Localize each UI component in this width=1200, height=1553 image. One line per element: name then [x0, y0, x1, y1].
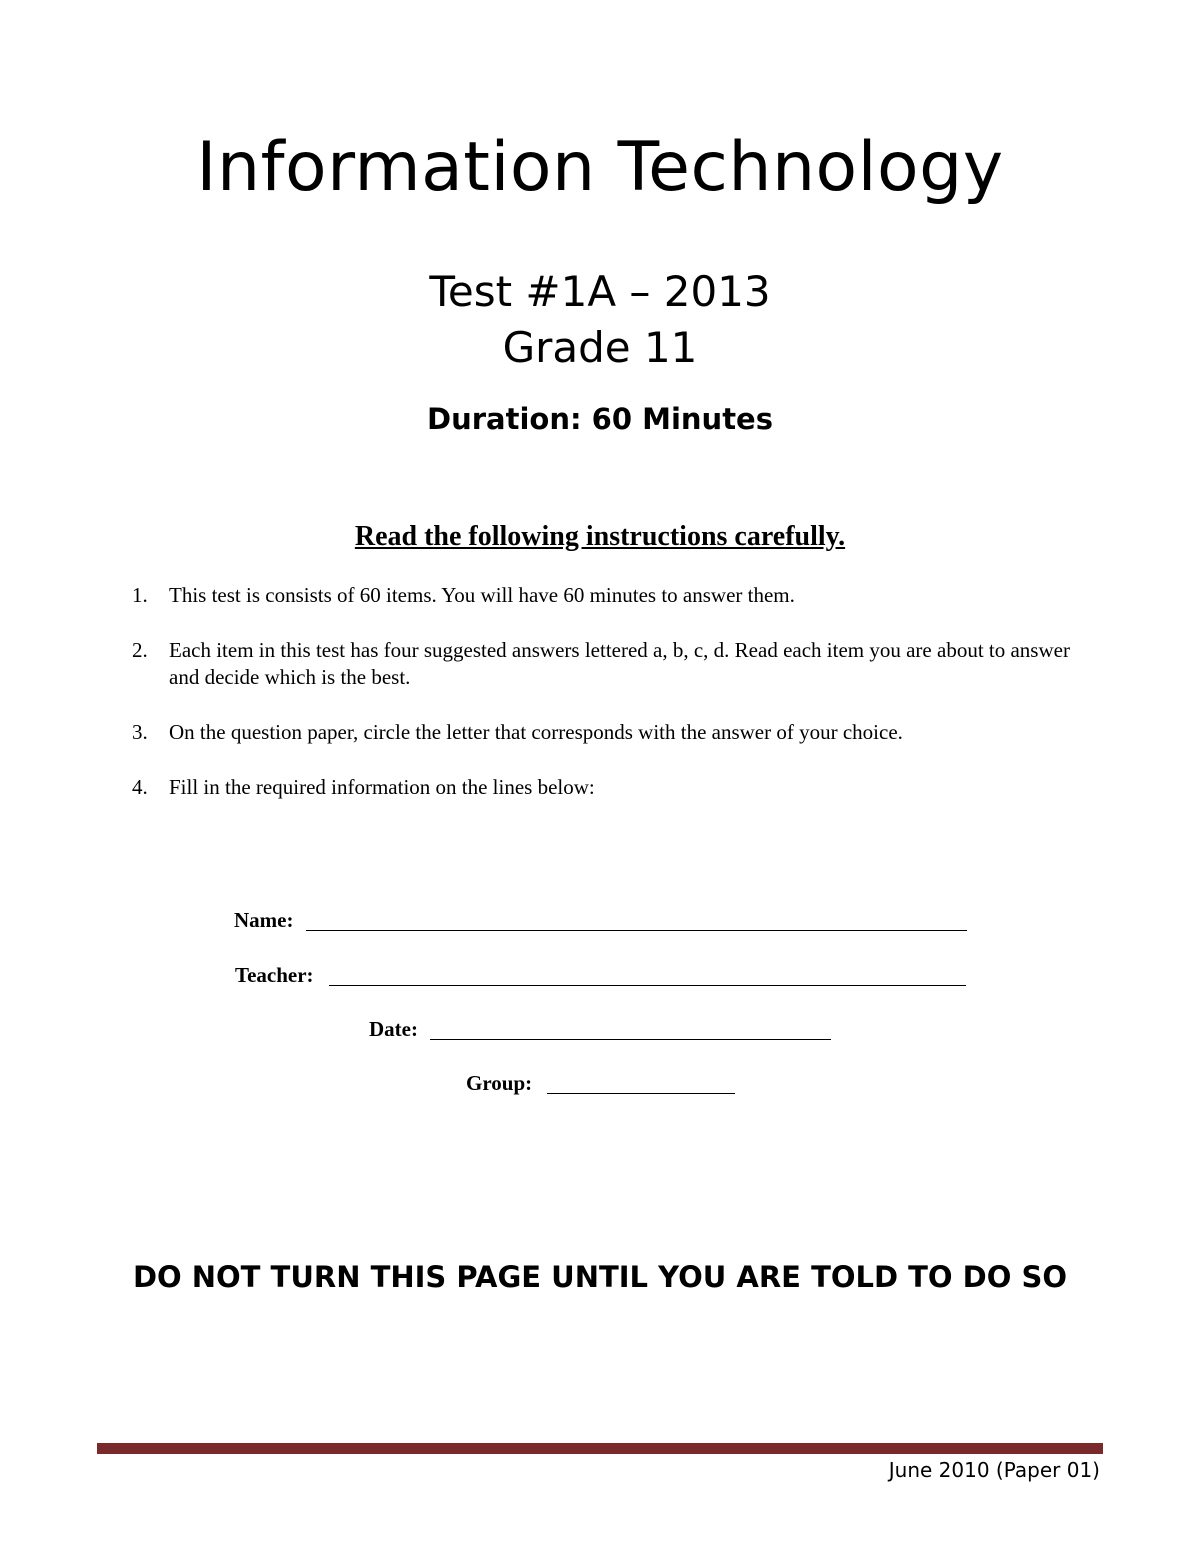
instruction-text: On the question paper, circle the letter that corresponds with the answer of your choice.	[169, 720, 903, 744]
instruction-number: 4.	[132, 775, 148, 799]
instruction-number: 1.	[132, 583, 148, 607]
date-field	[369, 1016, 418, 1042]
instructions-heading: Read the following instructions carefully.	[354, 521, 846, 552]
footer-divider	[97, 1443, 1103, 1454]
group-field	[466, 1070, 532, 1096]
footer-date: June 2010 (Paper 01)	[888, 1458, 1100, 1482]
date-input-line[interactable]	[430, 1039, 831, 1040]
instruction-number: 2.	[132, 638, 148, 662]
instruction-item	[132, 582, 1102, 609]
name-input-line[interactable]	[306, 930, 967, 931]
teacher-label: Teacher:	[235, 963, 314, 987]
instruction-item	[132, 637, 1102, 691]
group-label: Group:	[466, 1071, 533, 1095]
group-input-line[interactable]	[547, 1093, 735, 1094]
instruction-number: 3.	[132, 720, 148, 744]
instruction-text: Fill in the required information on the lines below:	[169, 775, 595, 799]
teacher-field	[235, 962, 314, 988]
date-label: Date:	[369, 1017, 418, 1041]
instruction-item	[132, 774, 1102, 801]
warning-notice: DO NOT TURN THIS PAGE UNTIL YOU ARE TOLD TO DO SO	[132, 1260, 1068, 1294]
instruction-text: Each item in this test has four suggested answers lettered a, b, c, d. Read each item you are about to answer and decide which is the best.	[169, 638, 1070, 689]
instruction-text: This test is consists of 60 items. You will have 60 minutes to answer them.	[169, 583, 795, 607]
duration: Duration: 60 Minutes	[427, 402, 773, 436]
test-number: Test #1A – 2013	[429, 267, 771, 316]
teacher-input-line[interactable]	[329, 985, 966, 986]
name-label: Name:	[234, 908, 294, 932]
name-field	[234, 907, 293, 933]
document-title: Information Technology	[196, 128, 1004, 207]
instruction-item	[132, 719, 1102, 746]
instructions-list	[132, 582, 1102, 829]
grade-level: Grade 11	[502, 323, 698, 372]
